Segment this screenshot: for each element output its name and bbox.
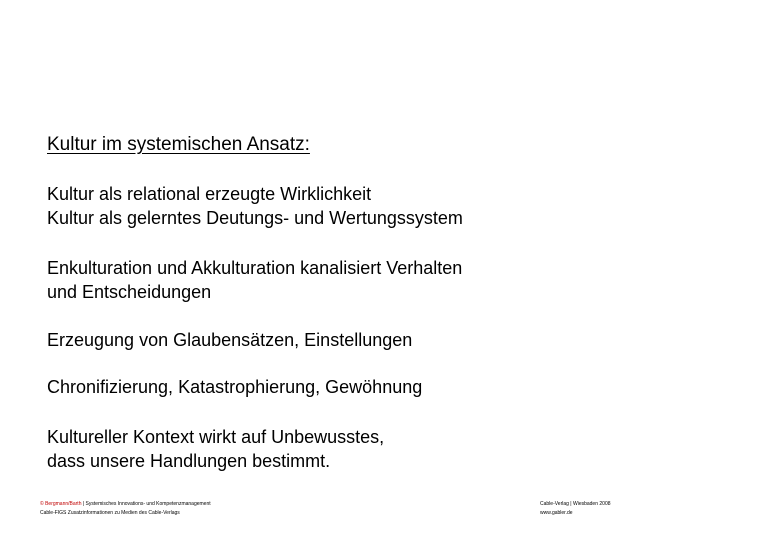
footer-left — [40, 500, 211, 518]
paragraph-line: Enkulturation und Akkulturation kanalisiert Verhalten — [47, 258, 463, 278]
paragraph-culture-definitions — [47, 182, 463, 230]
footer-right — [540, 500, 611, 518]
footer-publisher: Cable-Verlag | Wiesbaden 2008 — [540, 501, 611, 507]
paragraph-line: dass unsere Handlungen bestimmt. — [47, 451, 331, 471]
paragraph-line: Kultur als relational erzeugte Wirklichkeit — [47, 184, 372, 204]
paragraph-cultural-context — [47, 425, 384, 473]
footer-copyright: © Bergmann/Barth — [40, 501, 82, 507]
paragraph-line: Chronifizierung, Katastrophierung, Gewöhnung — [47, 377, 423, 397]
paragraph-enculturation — [47, 256, 462, 304]
slide-title: Kultur im systemischen Ansatz: — [47, 134, 310, 155]
paragraph-line: Erzeugung von Glaubensätzen, Einstellungen — [47, 330, 413, 350]
paragraph-beliefs — [47, 328, 412, 352]
paragraph-chronification — [47, 375, 422, 399]
paragraph-line: Kultur als gelerntes Deutungs- und Wertungssystem — [47, 208, 463, 228]
footer-book-title: | Systemisches Innovations- und Kompetenzmanagement — [81, 501, 211, 507]
footer-left-line2: Cable-FIGS Zusatzinformationen zu Medien des Cable-Verlags — [40, 510, 180, 516]
footer-website-link[interactable]: www.gabler.de — [540, 510, 573, 516]
paragraph-line: Kultureller Kontext wirkt auf Unbewusstes, — [47, 427, 385, 447]
paragraph-line: und Entscheidungen — [47, 282, 212, 302]
footer-left-line1 — [40, 500, 211, 509]
